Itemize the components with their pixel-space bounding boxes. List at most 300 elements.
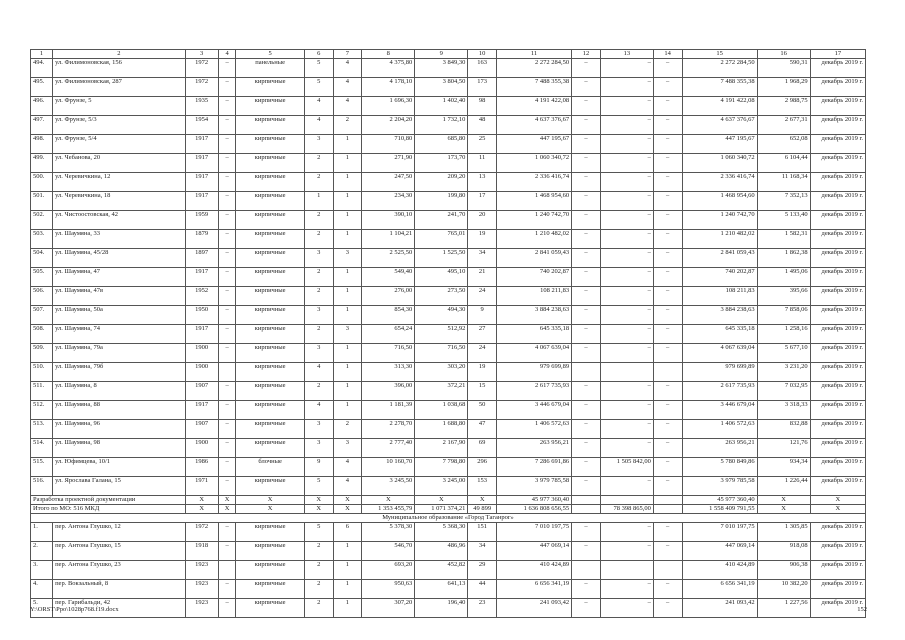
table-cell: 410 424,89 (682, 561, 757, 580)
table-cell: ул. Шаумяна, 47в (53, 287, 186, 306)
table-cell: ул. Шаумяна, 96 (53, 420, 186, 439)
table-cell: – (218, 268, 236, 287)
table-cell: 3 (333, 439, 362, 458)
table-row (31, 458, 866, 477)
table-cell: 303,20 (415, 363, 468, 382)
column-number: 4 (218, 50, 236, 59)
table-cell: – (572, 420, 601, 439)
table-cell: – (600, 439, 653, 458)
table-cell: – (572, 59, 601, 78)
table-cell: 11 (468, 154, 497, 173)
table-cell: 1923 (185, 599, 218, 618)
table-row (31, 78, 866, 97)
table-cell: 503. (31, 230, 53, 249)
table-row (31, 325, 866, 344)
table-cell: 2 841 059,43 (682, 249, 757, 268)
footer-file-path: Y:\ORST\Ppo\1028p768.f19.docx (30, 606, 119, 613)
table-cell: – (218, 458, 236, 477)
table-cell: – (600, 523, 653, 542)
column-number: 3 (185, 50, 218, 59)
table-cell: – (218, 306, 236, 325)
table-cell: кирпичные (236, 249, 304, 268)
table-cell: 516. (31, 477, 53, 496)
table-cell: 854,30 (362, 306, 415, 325)
table-cell: декабрь 2019 г. (810, 382, 865, 401)
table-cell: – (572, 439, 601, 458)
table-cell: 590,31 (757, 59, 810, 78)
table-cell: 4 191 422,08 (682, 97, 757, 116)
table-cell: 511. (31, 382, 53, 401)
table-row (31, 599, 866, 618)
table-cell: 2 (333, 420, 362, 439)
table-cell: – (600, 78, 653, 97)
column-number: 14 (653, 50, 682, 59)
table-cell: декабрь 2019 г. (810, 561, 865, 580)
table-cell: 1 696,30 (362, 97, 415, 116)
table-cell: – (600, 173, 653, 192)
table-cell: 7 798,80 (415, 458, 468, 477)
table-cell: 3 849,30 (415, 59, 468, 78)
table-cell: 98 (468, 97, 497, 116)
table-cell: – (218, 523, 236, 542)
table-cell: ул. Ярослава Галана, 15 (53, 477, 186, 496)
table-cell: 506. (31, 287, 53, 306)
table-cell: 247,50 (362, 173, 415, 192)
table-row (31, 523, 866, 542)
table-row (31, 249, 866, 268)
table-cell: 1 305,85 (757, 523, 810, 542)
table-cell: ул. Шаумяна, 47 (53, 268, 186, 287)
table-cell: кирпичные (236, 211, 304, 230)
table-cell: декабрь 2019 г. (810, 458, 865, 477)
table-cell: 2. (31, 542, 53, 561)
table-cell: 19 (468, 230, 497, 249)
table-cell: кирпичные (236, 439, 304, 458)
table-cell: 13 (468, 173, 497, 192)
table-cell: ул. Шаумяна, 50а (53, 306, 186, 325)
table-cell: 20 (468, 211, 497, 230)
table-cell: 47 (468, 420, 497, 439)
table-cell (653, 363, 682, 382)
table-cell: 151 (468, 523, 497, 542)
table-cell: 1952 (185, 287, 218, 306)
table-cell: 2 (304, 580, 333, 599)
table-cell: 5 (304, 59, 333, 78)
table-cell: 199,80 (415, 192, 468, 211)
table-cell: 307,20 (362, 599, 415, 618)
table-cell: – (572, 78, 601, 97)
table-cell: 7 488 355,38 (497, 78, 572, 97)
column-number: 2 (53, 50, 186, 59)
table-cell: – (572, 268, 601, 287)
table-cell: 710,80 (362, 135, 415, 154)
table-cell: 3 979 785,58 (497, 477, 572, 496)
table-cell: 10 382,20 (757, 580, 810, 599)
table-row (31, 439, 866, 458)
table-cell: 1917 (185, 154, 218, 173)
table-cell: 685,80 (415, 135, 468, 154)
table-cell: 832,88 (757, 420, 810, 439)
table-cell: 4 (333, 477, 362, 496)
column-number-row (31, 50, 866, 59)
table-cell: X (333, 496, 362, 505)
table-cell: 447 195,67 (682, 135, 757, 154)
table-cell: 3 804,50 (415, 78, 468, 97)
table-cell: 501. (31, 192, 53, 211)
table-cell: 1 104,21 (362, 230, 415, 249)
table-row (31, 192, 866, 211)
table-cell: кирпичные (236, 135, 304, 154)
table-cell: 2 (304, 287, 333, 306)
table-cell: декабрь 2019 г. (810, 154, 865, 173)
table-cell: 1 (333, 382, 362, 401)
table-cell: 4 (304, 401, 333, 420)
table-cell: кирпичные (236, 599, 304, 618)
table-cell: 950,63 (362, 580, 415, 599)
table-cell: – (600, 116, 653, 135)
table-cell: 1 (333, 230, 362, 249)
table-cell: – (653, 382, 682, 401)
table-cell: – (218, 477, 236, 496)
table-cell: декабрь 2019 г. (810, 325, 865, 344)
table-cell: – (218, 135, 236, 154)
table-cell: – (653, 173, 682, 192)
table-cell: 1954 (185, 116, 218, 135)
table-cell: 25 (468, 135, 497, 154)
table-cell: 296 (468, 458, 497, 477)
table-cell: 19 (468, 363, 497, 382)
table-cell: 1907 (185, 382, 218, 401)
table-cell: декабрь 2019 г. (810, 135, 865, 154)
table-cell: – (600, 477, 653, 496)
table-cell: – (653, 599, 682, 618)
table-cell (653, 561, 682, 580)
table-cell: 979 699,89 (497, 363, 572, 382)
table-row (31, 116, 866, 135)
table-cell: панельные (236, 59, 304, 78)
table-cell: кирпичные (236, 97, 304, 116)
table-cell: – (572, 116, 601, 135)
table-cell: 27 (468, 325, 497, 344)
table-cell: – (218, 78, 236, 97)
table-cell: 906,38 (757, 561, 810, 580)
table-cell: декабрь 2019 г. (810, 363, 865, 382)
table-cell: 2 (304, 561, 333, 580)
table-cell: 48 (468, 116, 497, 135)
table-cell: 979 699,89 (682, 363, 757, 382)
table-cell: 447 195,67 (497, 135, 572, 154)
row-label: Разработка проектной документации (31, 496, 186, 505)
table-cell: – (600, 192, 653, 211)
table-cell: 1 505 842,00 (600, 458, 653, 477)
table-cell: – (653, 287, 682, 306)
table-cell: 196,40 (415, 599, 468, 618)
table-cell: 3 (333, 249, 362, 268)
table-cell: – (572, 599, 601, 618)
table-cell: 78 398 865,00 (600, 505, 653, 514)
table-cell: кирпичные (236, 401, 304, 420)
table-cell: декабрь 2019 г. (810, 420, 865, 439)
table-cell: – (218, 344, 236, 363)
table-cell: декабрь 2019 г. (810, 211, 865, 230)
table-cell (600, 496, 653, 505)
table-cell: – (653, 542, 682, 561)
table-cell: 2 (333, 116, 362, 135)
table-cell: 447 069,14 (682, 542, 757, 561)
table-cell: 494,30 (415, 306, 468, 325)
table-cell: – (600, 382, 653, 401)
table-cell: декабрь 2019 г. (810, 477, 865, 496)
table-cell: 1 (333, 135, 362, 154)
table-cell: X (810, 496, 865, 505)
table-cell: кирпичные (236, 287, 304, 306)
table-cell: 3 245,50 (362, 477, 415, 496)
table-cell: декабрь 2019 г. (810, 116, 865, 135)
table-cell: 1 240 742,70 (497, 211, 572, 230)
table-cell: 390,10 (362, 211, 415, 230)
table-cell: 372,21 (415, 382, 468, 401)
table-cell: декабрь 2019 г. (810, 230, 865, 249)
table-cell: 1 071 374,21 (415, 505, 468, 514)
table-row (31, 154, 866, 173)
table-cell: 3 318,33 (757, 401, 810, 420)
table-cell: 509. (31, 344, 53, 363)
table-cell: – (218, 599, 236, 618)
table-cell: 3 (304, 249, 333, 268)
table-cell: – (653, 59, 682, 78)
table-cell: пер. Гарибальди, 42 (53, 599, 186, 618)
table-cell: 1959 (185, 211, 218, 230)
table-cell: 507. (31, 306, 53, 325)
table-cell: кирпичные (236, 382, 304, 401)
table-cell: X (810, 505, 865, 514)
table-row (31, 135, 866, 154)
table-cell: – (653, 523, 682, 542)
table-cell: 3 245,00 (415, 477, 468, 496)
table-cell: 1907 (185, 420, 218, 439)
table-cell: 5 368,30 (415, 523, 468, 542)
table-cell: 121,76 (757, 439, 810, 458)
table-cell: 24 (468, 344, 497, 363)
table-cell: – (600, 325, 653, 344)
table-cell: – (572, 230, 601, 249)
table-cell: пер. Антона Глушко, 15 (53, 542, 186, 561)
table-cell: 512,92 (415, 325, 468, 344)
table-cell: ул. Шаумяна, 45/28 (53, 249, 186, 268)
table-cell: – (653, 135, 682, 154)
table-cell: 1 210 482,02 (682, 230, 757, 249)
table-cell: кирпичные (236, 542, 304, 561)
column-number: 6 (304, 50, 333, 59)
column-number: 1 (31, 50, 53, 59)
table-cell: 1 (333, 542, 362, 561)
table-cell: 499. (31, 154, 53, 173)
table-cell: 1 468 954,60 (682, 192, 757, 211)
table-cell: 108 211,83 (497, 287, 572, 306)
table-cell: 1 240 742,70 (682, 211, 757, 230)
table-cell: 23 (468, 599, 497, 618)
table-cell: 1 (333, 401, 362, 420)
table-cell: – (572, 211, 601, 230)
table-cell: 1 688,80 (415, 420, 468, 439)
table-cell: – (572, 154, 601, 173)
table-cell: – (572, 135, 601, 154)
table-cell: 1 (333, 192, 362, 211)
table-cell: – (653, 116, 682, 135)
table-cell: 1 060 340,72 (497, 154, 572, 173)
table-cell: 241,70 (415, 211, 468, 230)
table-row (31, 306, 866, 325)
table-cell: 1 968,29 (757, 78, 810, 97)
table-cell: 740 202,87 (682, 268, 757, 287)
row-label: Итого по МО: 516 МКД (31, 505, 186, 514)
table-cell: – (653, 580, 682, 599)
table-cell: кирпичные (236, 78, 304, 97)
table-cell: 2 525,50 (362, 249, 415, 268)
table-cell: 7 286 691,86 (497, 458, 572, 477)
table-cell: 716,50 (362, 344, 415, 363)
table-cell: пер. Антона Глушко, 12 (53, 523, 186, 542)
table-cell: 1972 (185, 78, 218, 97)
table-cell: 2 (304, 325, 333, 344)
table-row (31, 344, 866, 363)
table-cell: X (236, 505, 304, 514)
table-cell: 1 402,40 (415, 97, 468, 116)
table-cell: X (236, 496, 304, 505)
table-cell: 504. (31, 249, 53, 268)
table-cell: пер. Антона Глушко, 23 (53, 561, 186, 580)
table-cell: 740 202,87 (497, 268, 572, 287)
table-cell: 3 (304, 135, 333, 154)
table-cell: 9 (304, 458, 333, 477)
table-cell: 2 677,31 (757, 116, 810, 135)
totals-row (31, 505, 866, 514)
table-cell: 6 656 341,19 (682, 580, 757, 599)
table-cell: 498. (31, 135, 53, 154)
table-cell: – (218, 192, 236, 211)
table-cell: 6 104,44 (757, 154, 810, 173)
table-cell: – (572, 458, 601, 477)
table-cell: кирпичные (236, 523, 304, 542)
table-cell: X (757, 505, 810, 514)
table-cell: 1918 (185, 542, 218, 561)
table-cell: кирпичные (236, 325, 304, 344)
table-cell: декабрь 2019 г. (810, 523, 865, 542)
table-cell: – (218, 154, 236, 173)
table-cell: декабрь 2019 г. (810, 401, 865, 420)
table-cell: 45 977 360,40 (682, 496, 757, 505)
table-cell: – (218, 116, 236, 135)
table-cell: 7 010 197,75 (497, 523, 572, 542)
table-cell: 494. (31, 59, 53, 78)
table-cell: – (572, 306, 601, 325)
table-cell: 1917 (185, 135, 218, 154)
table-cell: кирпичные (236, 420, 304, 439)
table-cell: 313,30 (362, 363, 415, 382)
table-cell: кирпичные (236, 306, 304, 325)
column-number: 12 (572, 50, 601, 59)
table-cell: X (333, 505, 362, 514)
table-cell: – (600, 401, 653, 420)
table-cell: 7 010 197,75 (682, 523, 757, 542)
table-cell: 263 956,21 (682, 439, 757, 458)
table-cell (218, 363, 236, 382)
table-cell: 1900 (185, 344, 218, 363)
table-cell: кирпичные (236, 268, 304, 287)
table-cell: 7 488 355,38 (682, 78, 757, 97)
table-cell: 1 862,38 (757, 249, 810, 268)
table-row (31, 401, 866, 420)
table-cell: декабрь 2019 г. (810, 97, 865, 116)
table-cell: 2 617 735,93 (497, 382, 572, 401)
table-cell: – (572, 401, 601, 420)
table-cell: 1971 (185, 477, 218, 496)
table-cell: 3 (333, 325, 362, 344)
table-cell: – (653, 192, 682, 211)
table-cell: 1879 (185, 230, 218, 249)
table-cell: кирпичные (236, 344, 304, 363)
table-cell: ул. Шаумяна, 98 (53, 439, 186, 458)
table-row (31, 59, 866, 78)
table-cell: 5 677,10 (757, 344, 810, 363)
table-cell: 1 406 572,63 (497, 420, 572, 439)
table-cell (600, 561, 653, 580)
table-cell: 4 191 422,08 (497, 97, 572, 116)
table-cell: 4 (333, 458, 362, 477)
table-cell: – (600, 542, 653, 561)
table-cell: – (218, 401, 236, 420)
table-cell: 1 (333, 268, 362, 287)
column-number: 10 (468, 50, 497, 59)
table-cell: 3 (304, 420, 333, 439)
column-number: 8 (362, 50, 415, 59)
table-cell: 276,00 (362, 287, 415, 306)
table-cell: X (757, 496, 810, 505)
municipality-heading: Муниципальное образование «Город Таганрог» (31, 514, 866, 523)
table-cell: 1917 (185, 192, 218, 211)
table-cell: – (653, 306, 682, 325)
table-cell: 1 (304, 192, 333, 211)
table-row (31, 268, 866, 287)
table-cell: 2 988,75 (757, 97, 810, 116)
table-cell: 153 (468, 477, 497, 496)
table-cell: 2 (304, 173, 333, 192)
table-cell: 549,40 (362, 268, 415, 287)
table-cell: – (653, 439, 682, 458)
table-row (31, 230, 866, 249)
table-cell: 4 178,10 (362, 78, 415, 97)
table-cell: – (653, 268, 682, 287)
table-cell: кирпичные (236, 116, 304, 135)
table-cell: 3 (304, 344, 333, 363)
table-cell: ул. Фрунзе, 5/3 (53, 116, 186, 135)
table-cell: 4 (304, 363, 333, 382)
column-number: 13 (600, 50, 653, 59)
table-cell: пер. Вокзальный, 8 (53, 580, 186, 599)
table-cell: 2 204,20 (362, 116, 415, 135)
table-cell: – (653, 458, 682, 477)
table-cell: 5 780 849,86 (682, 458, 757, 477)
table-cell: – (218, 542, 236, 561)
table-cell: 508. (31, 325, 53, 344)
table-cell: 163 (468, 59, 497, 78)
project-docs-row (31, 496, 866, 505)
table-cell: 1950 (185, 306, 218, 325)
table-row (31, 477, 866, 496)
table-cell: 1 227,56 (757, 599, 810, 618)
table-cell: 7 032,95 (757, 382, 810, 401)
table-cell: 1 181,39 (362, 401, 415, 420)
